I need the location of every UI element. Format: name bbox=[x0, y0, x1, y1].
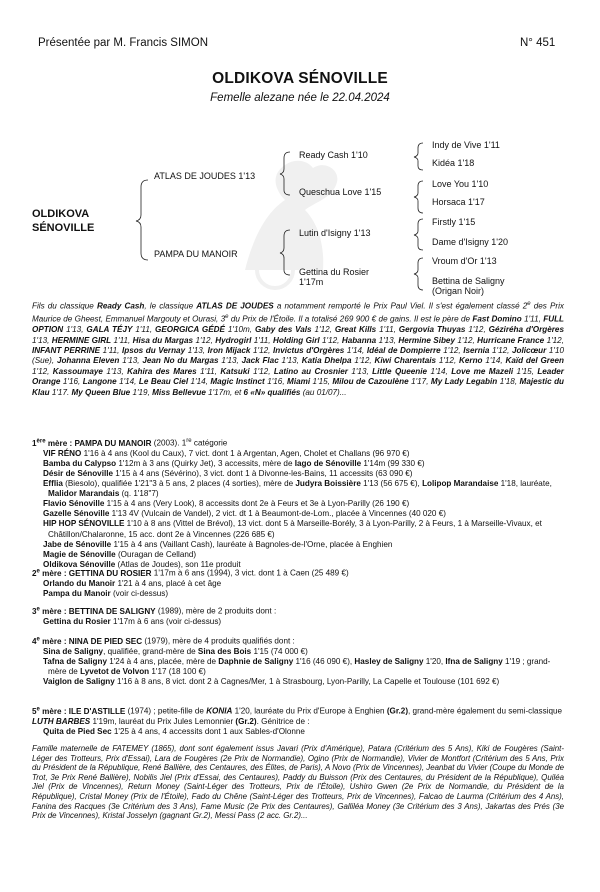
offspring-record: 1'12, bbox=[436, 356, 460, 366]
gr2-label: (Gr.2) bbox=[386, 706, 409, 716]
paternal-granddam: Queschua Love 1'15 bbox=[299, 187, 382, 197]
offspring-name: Kahira des Mares bbox=[127, 366, 197, 376]
produce-name: Tafna de Saligny bbox=[43, 656, 107, 666]
produce-name: Magie de Sénoville bbox=[43, 549, 116, 559]
produce-name: Lolipop Marandaise bbox=[422, 479, 499, 489]
offspring-name: Iron Mijack bbox=[207, 346, 251, 356]
intro-text: Fils du classique bbox=[32, 301, 94, 311]
maternal-family-paragraph: Famille maternelle de FATEMEY (1865), dont sont également issus Javari (Prix d'Amérique), Patara (Critérium des 5 Ans), Kiki de Fougères (Saint-Léger des Trotteurs, Prix d'Essai), Lara de Fougères (2e Prix de Normandie), Ogino (Prix de Normandie), Vivier de Montfort (Critérium des 5 Ans, Prix du Président de la République, René Ballière, des Centaures, des Élites, de Paris), A Novo (Prix de Vincennes), Jeanbat du Vivier (Coupe du Monde de Trot, 3e Prix René Ballière), Nobilis Jiel (Prix d'Essai, des Centaures), Paddy du Buisson (Prix des Centaures, du Président de la République), Quiléa Jiel (Prix de Vincennes), Return Money (Saint-Léger des Trotteurs, Prix de l'Étoile), Ushiro Gwen (2e Prix de Normandie, du Président de la République), Cristal Money (Prix de l'Étoile), Fado du Chêne (Saint-Léger des Trotteurs, Prix de Vincennes), Falcao de Laurma (Critérium des 4 Ans), Fanina des Racques (3e Critérium des 3 Ans), Fame Music (2e Prix des Centaures), Galliléa Money (3e Critérium des 3 Ans), Jakartas des Prés (3e Prix de Vincennes), Kristal Josselyn (gagnant Gr.2), Messi Pass (2 acc. Gr.2)... bbox=[32, 744, 564, 821]
produce-name: Pampa du Manoir bbox=[43, 588, 111, 598]
offspring-record: 1'13, bbox=[347, 366, 373, 376]
offspring-record: 1'12, bbox=[193, 335, 216, 345]
offspring-name: Hydrogirl bbox=[215, 335, 252, 345]
ancestor-8-name: Bettina de Saligny bbox=[432, 276, 505, 286]
offspring-record: 1'13, bbox=[185, 346, 208, 356]
produce-record: 1'17m à 6 ans (voir ci-dessus) bbox=[110, 616, 222, 626]
offspring-name: Le Beau Ciel bbox=[138, 377, 189, 387]
offspring-record: 1'13, bbox=[102, 366, 128, 376]
offspring-name: Holding Girl bbox=[272, 335, 320, 345]
offspring-record: 1'14, bbox=[482, 356, 506, 366]
produce-record: 1'21 à 4 ans, placé à cet âge bbox=[115, 578, 222, 588]
offspring-record: 1'14, bbox=[116, 377, 139, 387]
page-title: OLDIKOVA SÉNOVILLE bbox=[212, 70, 388, 87]
produce-name: Ifna de Saligny bbox=[445, 656, 503, 666]
maternal-granddam-record: 1'17m bbox=[299, 277, 324, 287]
first-dam-tail-sup: re bbox=[186, 438, 192, 444]
offspring-name: Géziréha d'Orgères bbox=[488, 325, 564, 335]
second-dam-title: mère : GETTINA DU ROSIER bbox=[42, 568, 152, 578]
offspring-name: Leader Orange bbox=[32, 366, 564, 387]
produce-name: Lyvetot de Volvon bbox=[80, 667, 150, 676]
offspring-record: (au 01/07)... bbox=[300, 387, 347, 397]
fifth-dam-tail5: . Génitrice de : bbox=[256, 716, 310, 726]
fifth-dam-tail: (1974) ; petite-fille de bbox=[125, 706, 207, 716]
fifth-dam-tail2: 1'20, lauréate du Prix d'Europe à Enghien bbox=[232, 706, 387, 716]
produce-item bbox=[32, 509, 564, 519]
produce-item bbox=[32, 479, 564, 499]
sup-e: e bbox=[527, 301, 531, 307]
lot-number: N° 451 bbox=[520, 37, 556, 49]
fifth-dam-tail4: 1'19m, lauréat du Prix Jules Lemonnier bbox=[90, 716, 236, 726]
offspring-name: Katia Dhelpa bbox=[301, 356, 352, 366]
first-dam-tail: (2003). 1 bbox=[151, 438, 187, 448]
offspring-record: 1'12, bbox=[440, 346, 464, 356]
offspring-name: Gergovia Thuyas bbox=[398, 325, 466, 335]
offspring-record: 1'13, bbox=[278, 356, 302, 366]
dam: PAMPA DU MANOIR bbox=[154, 249, 238, 259]
offspring-record: 1'12, bbox=[465, 325, 489, 335]
offspring-name: Kiwi Charentais bbox=[374, 356, 437, 366]
offspring-name: Idéal de Dompierre bbox=[366, 346, 441, 356]
second-dam-tail: 1'17m à 6 ans (1994), 3 vict. dont 1 à Caen (25 489 €) bbox=[151, 568, 349, 578]
sire-paragraph bbox=[32, 299, 564, 398]
offspring-record: 1'14, bbox=[188, 377, 211, 387]
produce-record: 1'16 à 4 ans (Kool du Caux), 7 vict. dont 1 à Argentan, Agen, Cholet et Challans (96 970 €) bbox=[81, 448, 410, 458]
produce-name: HIP HOP SÉNOVILLE bbox=[43, 519, 125, 529]
ancestor-5: Firstly 1'15 bbox=[432, 217, 476, 227]
luth-barbes: LUTH BARBES bbox=[32, 716, 91, 726]
offspring-name: Isernia bbox=[463, 346, 490, 356]
offspring-name: Jean No du Margas bbox=[142, 356, 219, 366]
produce-item bbox=[32, 499, 564, 509]
offspring-record: 1'13, bbox=[218, 356, 242, 366]
offspring-record: 1'13, bbox=[32, 335, 52, 345]
maternal-granddam bbox=[299, 267, 369, 287]
produce-record: 1'13 (56 675 €), bbox=[360, 479, 423, 489]
offspring-name: Johanna Eleven bbox=[56, 356, 120, 366]
offspring-record: 1'12, bbox=[454, 335, 478, 345]
offspring-record: 1'17, bbox=[408, 377, 431, 387]
offspring-record: 1'12, bbox=[32, 366, 53, 376]
fourth-dam-title: mère : NINA DE PIED SEC bbox=[42, 636, 143, 646]
offspring-name: HERMINE GIRL bbox=[51, 335, 112, 345]
offspring-name: FULL OPTION bbox=[32, 314, 565, 335]
produce-name: Oldikova Sénoville bbox=[43, 559, 116, 569]
produce-record: 1'15 (74 000 €) bbox=[251, 646, 308, 656]
offspring-record: 1'10m, bbox=[224, 325, 255, 335]
produce-record: (q. 1'18"7) bbox=[119, 489, 159, 499]
horse-name-line1: OLDIKOVA bbox=[32, 208, 90, 220]
produce-record: (Biesolo), qualifiée 1'21"3 à 5 ans, 2 places (4 sorties), mère de bbox=[62, 479, 296, 489]
intro-text-4: des Prix Maurice de Gheest, Emmanuel Margouty et Ourasi, 3 bbox=[32, 301, 564, 324]
offspring-record: 1'11, bbox=[376, 325, 399, 335]
ancestor-3: Love You 1'10 bbox=[432, 179, 489, 189]
produce-name: Vaiglon de Saligny bbox=[43, 677, 115, 687]
produce-name: Sina des Bois bbox=[197, 646, 252, 656]
produce-record: 1'19 ; grand-mère de bbox=[48, 656, 551, 676]
produce-record: 1'13 4V (Vulcain de Vandel), 2 vict. dt 1 à Beaumont-de-Lom., placée à Vincennes (40 020 €) bbox=[109, 509, 446, 519]
produce-record: 1'18, lauréate, bbox=[498, 479, 552, 489]
offspring-record: 1'11, bbox=[521, 314, 544, 324]
offspring-name: Kassoumaye bbox=[52, 366, 103, 376]
produce-name: Flavio Sénoville bbox=[43, 499, 105, 509]
offspring-name: Habanna bbox=[341, 335, 377, 345]
first-dam-tail2: catégorie bbox=[191, 438, 228, 448]
dam-ordinal: 1 bbox=[32, 438, 37, 448]
offspring-record: 1'15, bbox=[310, 377, 333, 387]
third-dam-tail: (1989), mère de 2 produits dont : bbox=[155, 606, 277, 616]
offspring-name: Ipsos du Vernay bbox=[121, 346, 186, 356]
paternal-grandsire: Ready Cash 1'10 bbox=[299, 150, 368, 160]
offspring-name: 6 «N» qualifiés bbox=[243, 387, 301, 397]
offspring-record: 1'17m, et bbox=[205, 387, 244, 397]
offspring-record: 1'12, bbox=[351, 356, 375, 366]
sire: ATLAS DE JOUDES 1'13 bbox=[154, 171, 256, 181]
offspring-record: 1'11, bbox=[196, 366, 221, 376]
offspring-record: 1'14, bbox=[427, 366, 452, 376]
produce-record: 1'14m (99 330 €) bbox=[361, 458, 425, 468]
produce-name: Désir de Sénoville bbox=[43, 469, 113, 478]
ancestor-1: Indy de Vive 1'11 bbox=[432, 140, 500, 150]
offspring-record: 1'11, bbox=[100, 346, 122, 356]
produce-name: Gazelle Sénoville bbox=[43, 509, 110, 519]
maternal-granddam-name: Gettina du Rosier bbox=[299, 267, 370, 277]
produce-name: Sina de Saligny bbox=[43, 646, 104, 656]
produce-record: (Ouragan de Celland) bbox=[115, 549, 197, 559]
offspring-name: GEORGICA GÉDÉ bbox=[155, 325, 225, 335]
produce-item bbox=[32, 647, 564, 657]
produce-item bbox=[32, 540, 564, 550]
offspring-record: 1'12, bbox=[489, 346, 512, 356]
sup-e-2: e bbox=[225, 314, 229, 321]
first-dam-title: mère : PAMPA DU MANOIR bbox=[47, 438, 152, 448]
produce-name: Quita de Pied Sec bbox=[43, 726, 112, 736]
produce-name: Orlando du Manoir bbox=[43, 578, 116, 588]
fourth-dam-section: 4e mère : NINA DE PIED SEC (1979), mère de 4 produits qualifiés dont : Sina de Saligny, qualifiée, grand-mère de Sina des Bois 1'15 (74 000 €) Tafna de Saligny 1'24 à 4 ans, placée, mère de Daphnie de Saligny 1'16 (46 090 €), Hasley de Saligny 1'20, Ifna de Saligny 1'19 ; grand-mère de Lyvetot de Volvon 1'17 (18 100 €) Vaiglon de Saligny 1'16 à 8 ans, 8 vict. dont 2 à Cagnes/Mer, 1 à Strasbourg, Lyon-Parilly, La Capelle et Toulouse (101 692 €) bbox=[32, 634, 564, 687]
fourth-dam-tail: (1979), mère de 4 produits qualifiés dont : bbox=[142, 636, 295, 646]
offspring-record: 1'17. bbox=[49, 387, 72, 397]
offspring-name: Magic Instinct bbox=[210, 377, 265, 387]
offspring-record: 1'14, bbox=[344, 346, 367, 356]
produce-name: Bamba du Calypso bbox=[43, 458, 117, 468]
produce-item bbox=[32, 449, 564, 459]
third-dam-produce bbox=[32, 617, 564, 627]
produce-item bbox=[32, 617, 564, 627]
offspring-record: 1'19, bbox=[130, 387, 153, 397]
offspring-record: 1'13, bbox=[63, 325, 87, 335]
offspring-name: Little Queenie bbox=[372, 366, 428, 376]
offspring-name: Langone bbox=[82, 377, 117, 387]
fifth-dam-produce bbox=[32, 727, 564, 737]
atlas-name: ATLAS DE JOUDES bbox=[196, 301, 274, 311]
ready-cash: Ready Cash bbox=[96, 301, 145, 311]
produce-name: Daphnie de Saligny bbox=[218, 656, 294, 666]
offspring-name: Invictus d'Orgères bbox=[272, 346, 345, 356]
fifth-dam-section: 5e mère : ILE D'ASTILLE (1974) ; petite-fille de KONIA 1'20, lauréate du Prix d'Europe à Enghien (Gr.2), grand-mère également du semi-classique LUTH BARBES 1'19m, lauréat du Prix Jules Lemonnier (Gr.2). Génitrice de : Quita de Pied Sec 1'25 à 4 ans, 4 accessits dont 1 aux Sables-d'Olonne bbox=[32, 706, 563, 736]
offspring-record: 1'15, bbox=[513, 366, 538, 376]
produce-name: Efflia bbox=[43, 479, 63, 489]
offspring-name: Katsuki bbox=[220, 366, 250, 376]
offspring-record: 1'11, bbox=[251, 335, 273, 345]
offspring-name: My Lady Legabin bbox=[430, 377, 498, 387]
offspring-record: 1'12, bbox=[249, 366, 274, 376]
offspring-name: My Queen Blue bbox=[71, 387, 131, 397]
offspring-name: GALA TÉJY bbox=[86, 325, 133, 335]
intro-text-3: a notamment remporté le Prix Paul Viel. Il s'est également classé 2 bbox=[276, 301, 528, 311]
offspring-name: Jack Flac bbox=[241, 356, 279, 366]
offspring-name: INFANT PERRINE bbox=[32, 346, 101, 356]
produce-name: Hasley de Saligny bbox=[354, 656, 424, 666]
offspring-name: Fast Domino bbox=[472, 314, 522, 324]
ancestor-4: Horsaca 1'17 bbox=[432, 197, 485, 207]
offspring-name: Hisa du Margas bbox=[132, 335, 194, 345]
offspring-record: 1'16, bbox=[264, 377, 288, 387]
produce-record: 1'16 à 8 ans, 8 vict. dont 2 à Cagnes/Mer, 1 à Strasbourg, Lyon-Parilly, La Capelle et Toulouse (101 692 €) bbox=[114, 677, 500, 687]
ancestor-8 bbox=[432, 276, 505, 296]
produce-record: 1'17 (18 100 €) bbox=[149, 667, 206, 676]
produce-record: 1'24 à 4 ans, placée, mère de bbox=[106, 656, 219, 666]
produce-name: Judyra Boissière bbox=[295, 479, 361, 489]
offspring-record: 1'18, bbox=[497, 377, 520, 387]
produce-record: 1'12m à 3 ans (Quirky Jet), 3 accessits, mère de bbox=[116, 458, 295, 468]
produce-record: 1'15 à 4 ans (Very Look), 8 accessits dont 2e à Feurs et 3e à Lyon-Parilly (26 190 €) bbox=[104, 499, 410, 509]
offspring-name: Majestic du Klau bbox=[32, 377, 564, 397]
produce-item bbox=[32, 519, 564, 539]
produce-name: VIF RÉNO bbox=[43, 448, 82, 458]
presenter-line: Présentée par M. Francis SIMON bbox=[38, 37, 208, 49]
produce-name: Gettina du Rosier bbox=[43, 616, 111, 626]
offspring-name: Kerno bbox=[459, 356, 483, 366]
produce-record: 1'15 à 4 ans (Vaillant Cash), lauréate à Bagnoles-de-l'Orne, placée à Enghien bbox=[111, 539, 393, 549]
third-dam-section: 3e mère : BETTINA DE SALIGNY (1989), mère de 2 produits dont : Gettina du Rosier 1'17m à 6 ans (voir ci-dessus) bbox=[32, 604, 564, 627]
fifth-dam-title: mère : ILE D'ASTILLE bbox=[42, 706, 126, 716]
gr2-label-2: (Gr.2) bbox=[235, 716, 257, 726]
offspring-record: 1'13, bbox=[119, 356, 143, 366]
offspring-name: Great Kills bbox=[334, 325, 377, 335]
offspring-name: Miss Bellevue bbox=[152, 387, 206, 397]
dam-ordinal-sup: ère bbox=[36, 438, 46, 444]
offspring-name: Jolicœur bbox=[512, 346, 547, 356]
offspring-record: 1'11, bbox=[111, 335, 133, 345]
produce-record: 1'10 à 8 ans (Vittel de Brévol), 13 vict. dont 5 à Marseille-Borély, 3 à Lyon-Parilly, 2 à Feurs, 1 à Marseille-Vivaux, et Châtillon/Chalaronne, 15 acc. dont 2e à Vincennes (226 685 €) bbox=[48, 519, 542, 539]
offspring-record: 1'11, bbox=[132, 325, 156, 335]
offspring-record: 1'10 (Sue), bbox=[32, 346, 565, 366]
produce-record: 1'15 à 4 ans (Sévérino), 3 vict. dont 1 à Divonne-les-Bains, 11 accessits (63 090 €) bbox=[113, 469, 413, 478]
produce-item bbox=[32, 550, 564, 560]
offspring-record: 1'16, bbox=[60, 377, 83, 387]
offspring-name: Milou de Cazoulène bbox=[332, 377, 409, 387]
second-dam-section: 2e mère : GETTINA DU ROSIER 1'17m à 6 ans (1994), 3 vict. dont 1 à Caen (25 489 €) Orlando du Manoir 1'21 à 4 ans, placé à cet âge Pampa du Manoir (voir ci-dessus) bbox=[32, 566, 564, 599]
produce-name: Iago de Sénoville bbox=[294, 458, 362, 468]
offspring-name: Hermine Sibey bbox=[398, 335, 455, 345]
intro-text-2: , le classique bbox=[144, 301, 194, 311]
ancestor-6: Dame d'Isigny 1'20 bbox=[432, 237, 508, 247]
produce-record: , qualifiée, grand-mère de bbox=[103, 646, 198, 656]
ancestor-2: Kidéa 1'18 bbox=[432, 158, 475, 168]
offspring-name: Kaïd del Green bbox=[505, 356, 564, 366]
produce-record: 1'20, bbox=[423, 656, 446, 666]
page-subtitle: Femelle alezane née le 22.04.2024 bbox=[210, 92, 390, 104]
ancestor-7: Vroum d'Or 1'13 bbox=[432, 256, 497, 266]
produce-record: 1'16 (46 090 €), bbox=[293, 656, 355, 666]
horse-name-line2: SÉNOVILLE bbox=[32, 222, 95, 234]
produce-item bbox=[32, 579, 564, 589]
first-dam-produce bbox=[32, 449, 564, 570]
offspring-record: 1'12, bbox=[319, 335, 342, 345]
intro-text-5: du Prix de l'Étoile. Il a totalisé 269 900 € de gains. Il est le père de bbox=[230, 314, 471, 324]
ancestor-8-sire: (Origan Noir) bbox=[432, 286, 485, 296]
offspring-record: 1'13, bbox=[376, 335, 399, 345]
fifth-dam-tail3: , grand-mère également du semi-classique bbox=[408, 706, 563, 716]
produce-item bbox=[32, 469, 564, 479]
offspring-name: Latino au Crosnier bbox=[273, 366, 348, 376]
produce-record: (Atlas de Joudes), son 11e produit bbox=[115, 559, 241, 569]
produce-record: (voir ci-dessus) bbox=[110, 588, 169, 598]
produce-record: 1'25 à 4 ans, 4 accessits dont 1 aux Sables-d'Olonne bbox=[111, 726, 305, 736]
produce-name: Malidor Marandais bbox=[48, 489, 120, 499]
third-dam-title: mère : BETTINA DE SALIGNY bbox=[42, 606, 156, 616]
offspring-record: 1'12, bbox=[311, 325, 335, 335]
offspring-name: Miami bbox=[287, 377, 311, 387]
konia: KONIA bbox=[206, 706, 233, 716]
produce-item bbox=[32, 677, 564, 687]
offspring-list bbox=[32, 315, 564, 397]
produce-item bbox=[32, 657, 564, 677]
offspring-name: Love me Mazeli bbox=[451, 366, 514, 376]
offspring-record: 1'12, bbox=[544, 335, 564, 345]
offspring-name: Hurricane France bbox=[477, 335, 545, 345]
second-dam-produce bbox=[32, 579, 564, 599]
first-dam-section bbox=[32, 436, 564, 570]
produce-item bbox=[32, 727, 564, 737]
produce-name: Jabe de Sénoville bbox=[43, 539, 112, 549]
produce-item bbox=[32, 459, 564, 469]
offspring-name: Gaby des Vals bbox=[254, 325, 312, 335]
fourth-dam-produce bbox=[32, 647, 564, 687]
produce-item bbox=[32, 589, 564, 599]
offspring-record: 1'12, bbox=[250, 346, 273, 356]
maternal-grandsire: Lutin d'Isigny 1'13 bbox=[299, 228, 371, 238]
